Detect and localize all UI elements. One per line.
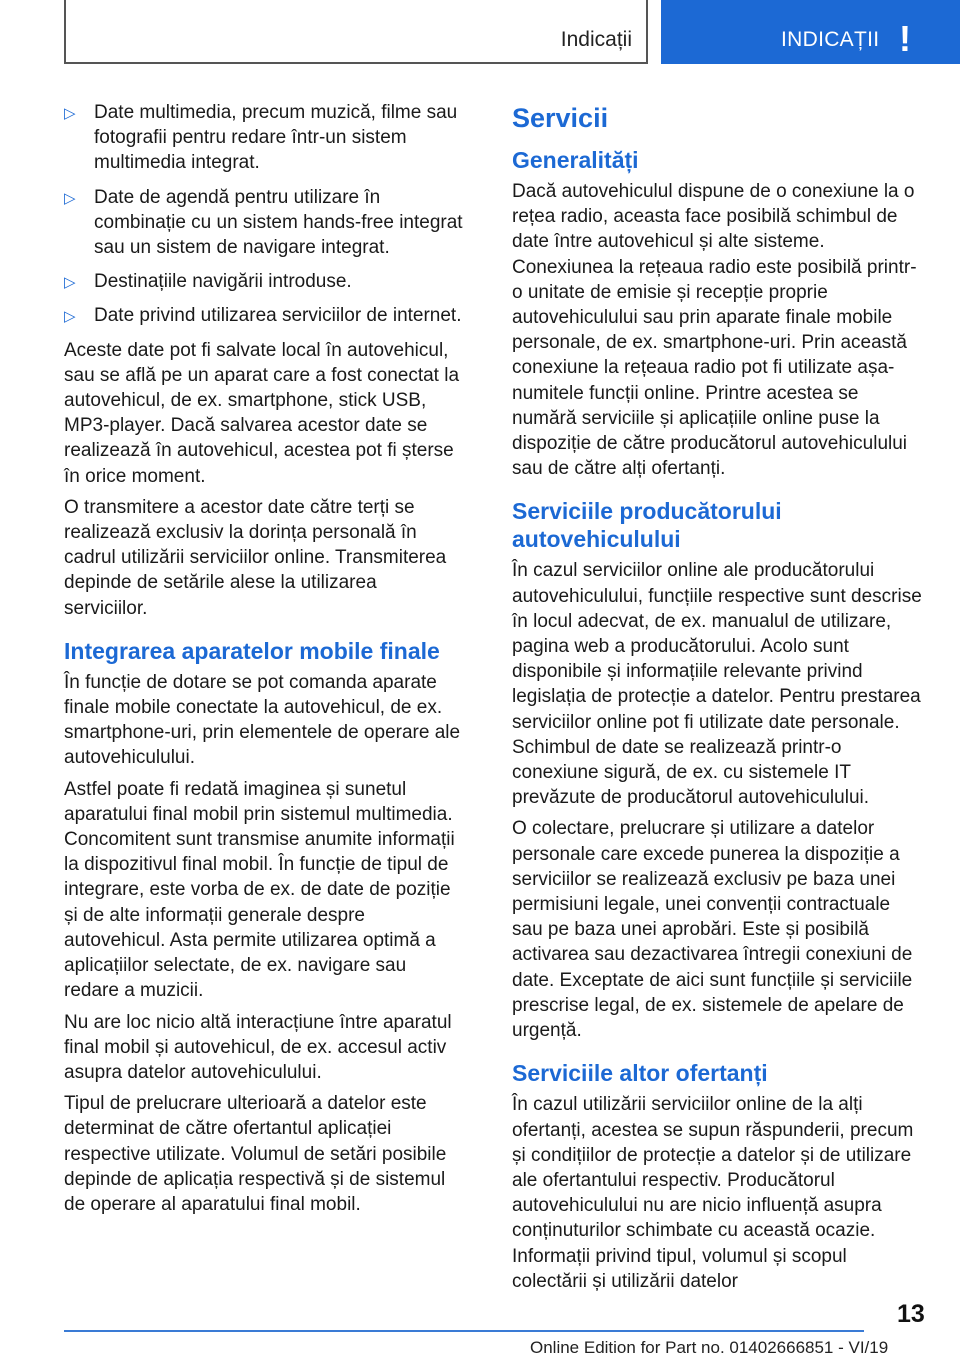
left-column [64, 100, 464, 1223]
list-item: ▷ Date privind utilizarea serviciilor de internet. [64, 303, 464, 328]
page-title: Servicii [512, 103, 609, 133]
bullet-list [64, 100, 464, 329]
list-item: ▷ Date multimedia, precum muzică, filme sau fotografii pentru redare într-un sistem multimedia integrat. [64, 102, 458, 174]
header-section-title: Indicații [560, 28, 632, 51]
paragraph: Astfel poate fi redată imaginea și sunetul aparatului final mobil prin sistemul multimedia. Concomitent sunt transmise anumite informații la dispozitivul final mobil. În funcție de tipul de integrare, este vorba de ex. de date de poziție și de alte informații generale despre autovehicul. Asta permite utilizarea optimă a aplicațiilor selectate, de ex. navigare sau redare a muzicii. [64, 778, 455, 1002]
paragraph: În cazul utilizării serviciilor online de la alți ofertanți, acestea se supun răspunderii, precum și condițiilor de protecție a datelor și de utilizare ale ofertantului respectiv. Producătorul autovehiculului nu are nicio influență asupra conținuturilor schimbate cu această ocazie. Informații privind tipul, volumul și scopul colectării și utilizării datelor [512, 1094, 914, 1292]
paragraph: În cazul serviciilor online ale producătorului autovehiculului, funcțiile respective sunt descrise în locul adecvat, de ex. manualul de utilizare, pagina web a producătorului. Acolo sunt disponibile și informațiile relevante privind legislația de protecție a datelor. Pentru prestarea serviciilor online pot fi utilizate date personale. Schimbul de date se realizează printr-o conexiune sigură, de ex. cu sistemele IT prevăzute de producătorul autovehiculului. [512, 560, 922, 809]
footer-divider [64, 1330, 864, 1332]
paragraph: În funcție de dotare se pot comanda aparate finale mobile conectate la autovehicul, de ex. smartphone-uri, prin elementele de operare ale autovehiculului. [64, 671, 461, 769]
page-number: 13 [897, 1300, 925, 1328]
triangle-bullet-icon: ▷ [64, 274, 76, 292]
section-heading-producator: Serviciile producătorului autovehiculului [512, 498, 782, 553]
section-heading-altor-ofertanti: Serviciile altor ofertanți [512, 1060, 768, 1087]
section-heading-integrare: Integrarea aparatelor mobile finale [64, 637, 440, 664]
footer-edition: Online Edition for Part no. 01402666851 - VI/19 [530, 1338, 889, 1357]
paragraph: O colectare, prelucrare și utilizare a datelor personale care excede punerea la dispoziție a serviciilor se realizează exclusiv pe baza unei permisiuni legale, unei convenții contractuale sau pe baza unei aprobări. Este și posibilă activarea sau dezactivarea întregii conexiuni de date. Exceptate de aici sunt funcțiile și serviciile prescrise legal, de ex. sistemele de apelare de urgență. [512, 818, 913, 1042]
triangle-bullet-icon: ▷ [64, 189, 76, 207]
paragraph: Nu are loc nicio altă interacțiune între aparatul final mobil și autovehicul, de ex. accesul activ asupra datelor autovehiculului. [64, 1011, 452, 1083]
list-item: ▷ Date de agendă pentru utilizare în combinație cu un sistem hands-free integrat sau un sistem de navigare integrat. [64, 186, 463, 259]
triangle-bullet-icon: ▷ [64, 105, 76, 122]
triangle-bullet-icon: ▷ [64, 308, 76, 326]
paragraph: Dacă autovehiculul dispune de o conexiune la o rețea radio, aceasta face posibilă schimbul de date între autovehicul și alte sisteme. Conexiunea la rețeaua radio este posibilă printr-o unitate de emisie și recepție proprie autovehiculului sau prin aparate finale mobile personale, de ex. smartphone-uri. Prin această conexiune la rețeaua radio pot fi utilizate așa-numitele funcții online. Printre acestea se numără serviciile și aplicațiile online puse la dispoziție de către producătorul autovehiculului sau de către alți ofertanți. [512, 181, 917, 480]
paragraph: Aceste date pot fi salvate local în autovehicul, sau se află pe un aparat care a fost conectat la autovehicul, de ex. smartphone, stick USB, MP3-player. Dacă salvarea acestor date se realizează în autovehicul, acestea pot fi șterse în orice moment. [64, 339, 460, 487]
right-column [512, 100, 926, 1300]
exclamation-icon: ! [899, 18, 911, 59]
section-heading-generalitati: Generalități [512, 147, 639, 173]
paragraph: O transmitere a acestor date către terți se realizează exclusiv la dorința personală în cadrul utilizării serviciilor online. Transmiterea depinde de setările alese la utilizarea serviciilor. [64, 496, 447, 619]
paragraph: Tipul de prelucrare ulterioară a datelor este determinat de către ofertantul aplicației respective utilizate. Volumul de setări posibile depinde de aplicația respectivă și de sistemul de operare al aparatului final mobil. [64, 1093, 447, 1215]
list-item: ▷ Destinațiile navigării introduse. [64, 269, 464, 294]
header-chapter-label: INDICAȚII [781, 28, 880, 51]
header-chapter-tab [661, 0, 960, 64]
header-box [64, 0, 648, 64]
